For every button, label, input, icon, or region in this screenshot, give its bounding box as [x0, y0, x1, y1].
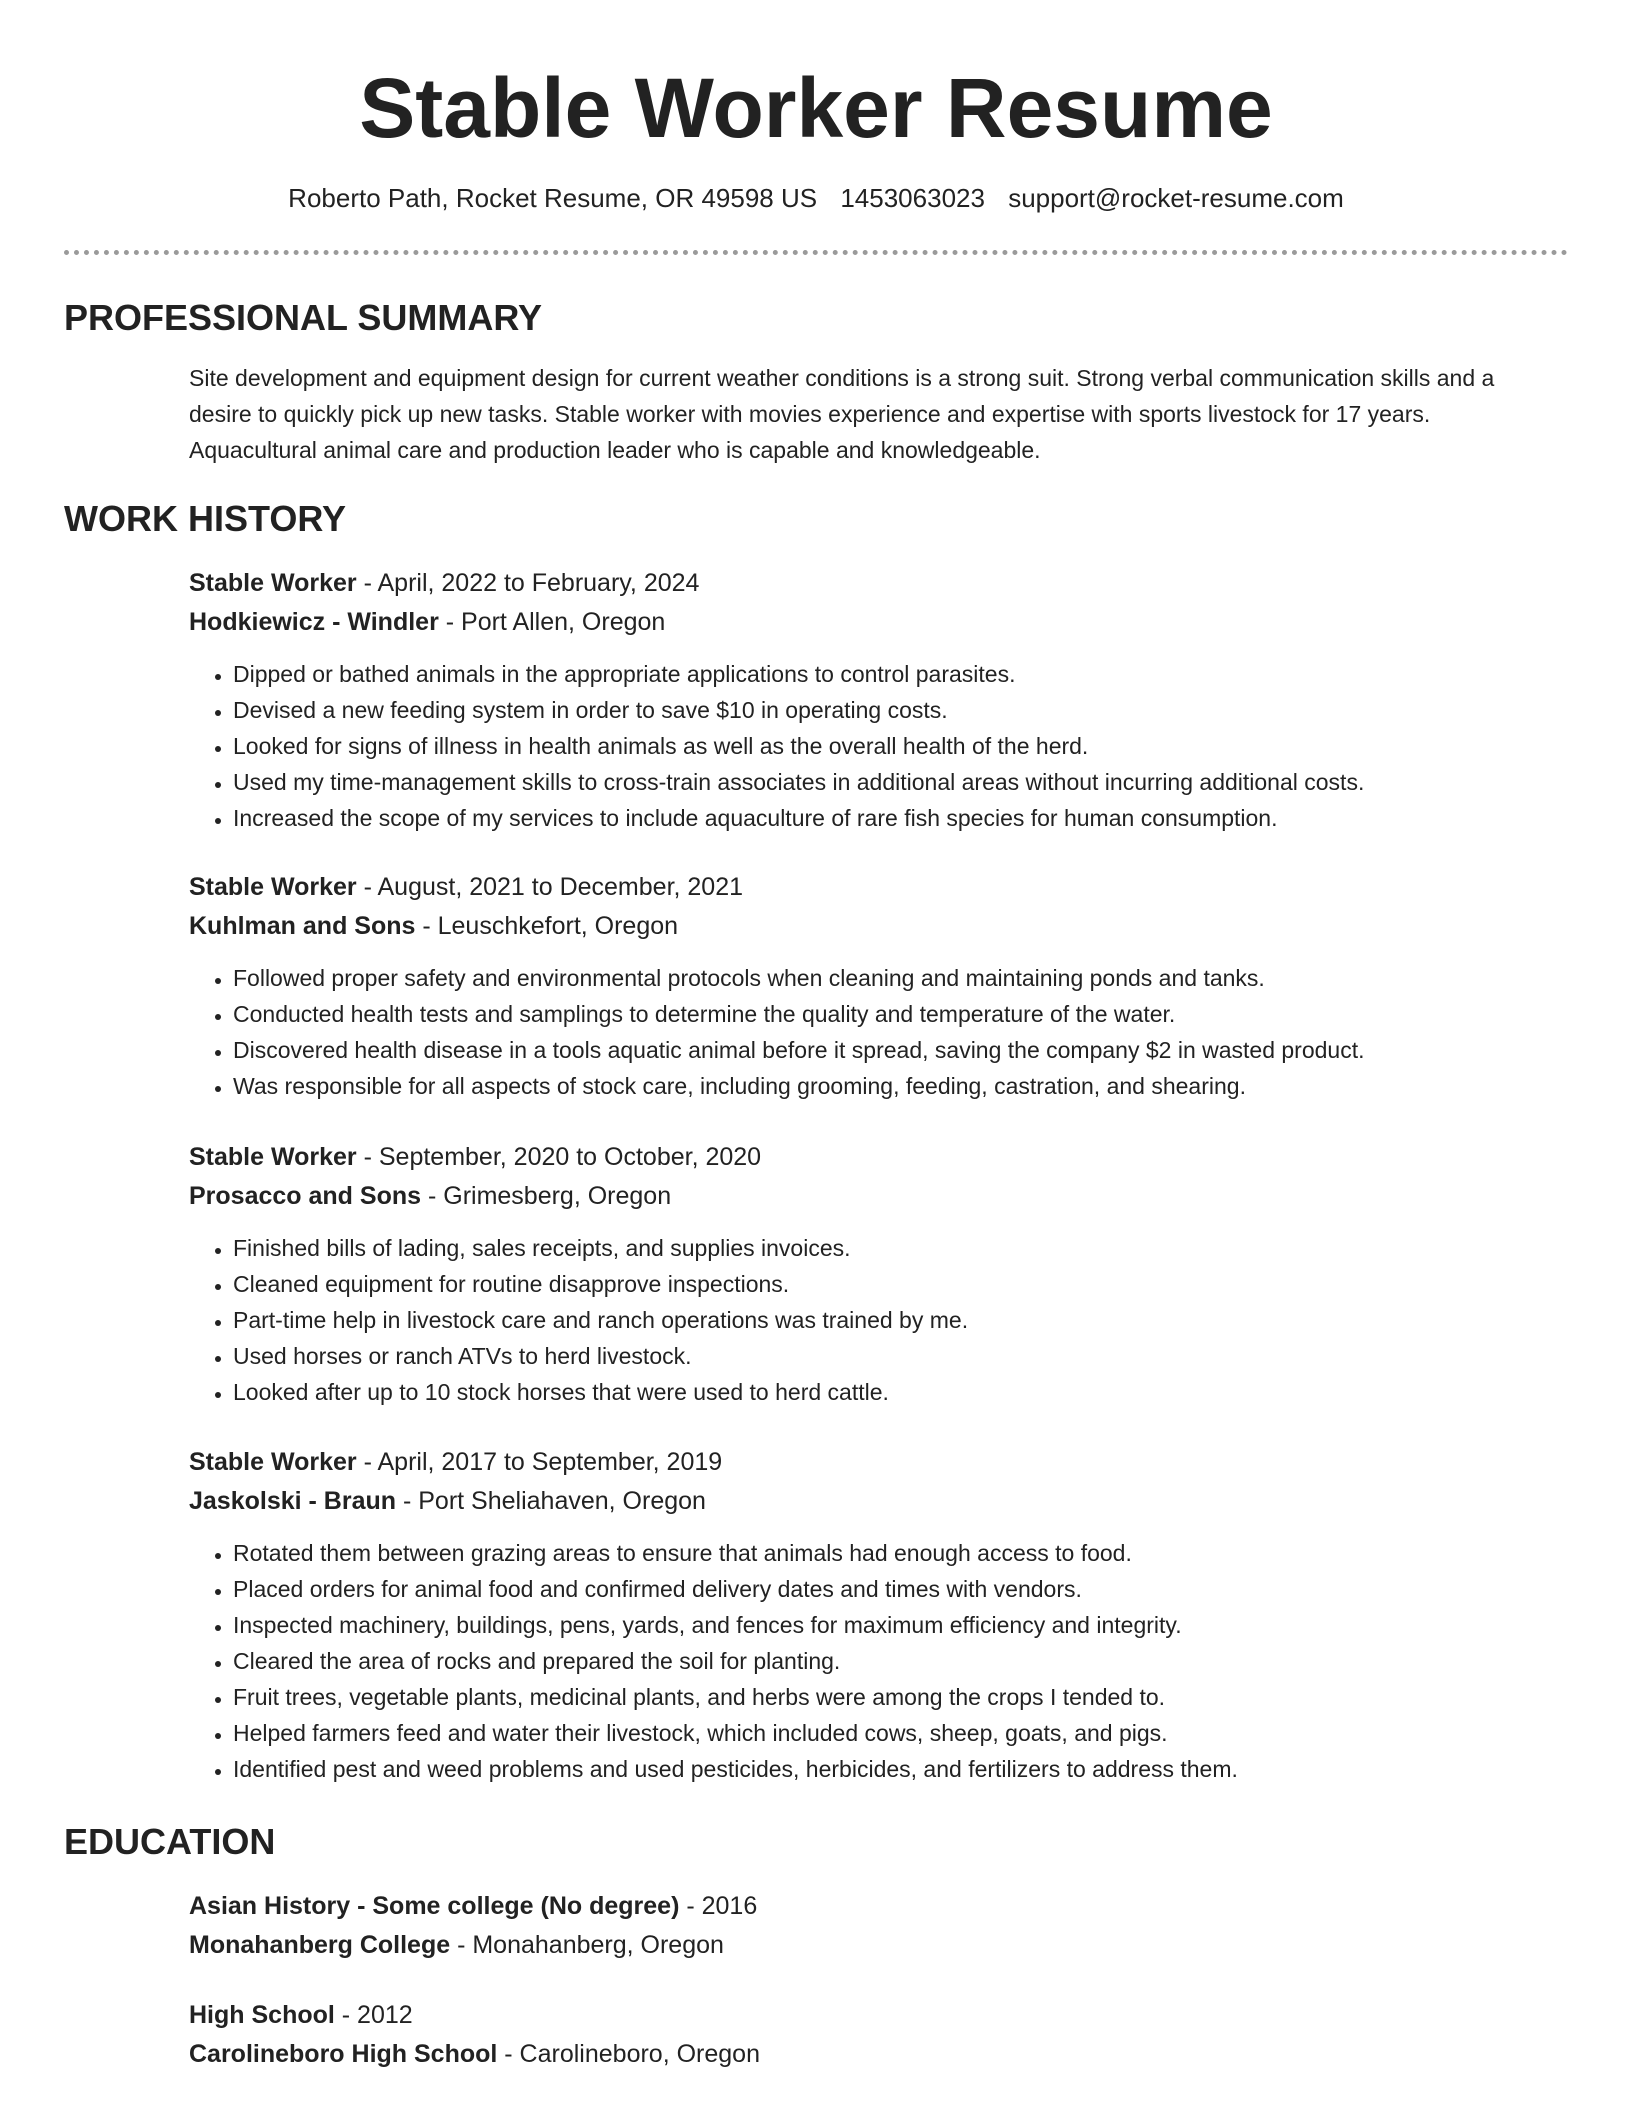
section-heading-education: EDUCATION [64, 1821, 276, 1862]
education-location: - Monahanberg, Oregon [450, 1931, 724, 1959]
job-title-line [189, 564, 1559, 603]
job-title-line [189, 868, 1559, 907]
job-bullet: • Conducted health tests and samplings to determine the quality and temperature of the water. [233, 996, 1559, 1032]
education-degree: High School [189, 2001, 335, 2029]
education-year: - 2016 [679, 1892, 758, 1920]
job-bullet: • Cleaned equipment for routine disapprove inspections. [233, 1266, 1559, 1302]
summary-text: Site development and equipment design for current weather conditions is a strong suit. Strong verbal communication skills and a desire to quickly pick up new tasks. Stable worker with movies experience and expertise with sports livestock for 17 years. Aquacultural animal care and production leader who is capable and knowledgeable. [189, 365, 1495, 463]
job-bullet: • Discovered health disease in a tools aquatic animal before it spread, saving the company $2 in wasted product. [233, 1032, 1559, 1068]
job-bullet: • Identified pest and weed problems and used pesticides, herbicides, and fertilizers to address them. [233, 1751, 1559, 1787]
job-entry [189, 564, 1559, 836]
job-company: Jaskolski - Braun [189, 1487, 397, 1515]
job-title: Stable Worker [189, 873, 357, 901]
resume-title: Stable Worker Resume [359, 61, 1273, 155]
section-heading-summary: PROFESSIONAL SUMMARY [64, 297, 543, 338]
header-divider [64, 250, 1568, 255]
contact-email: support@rocket-resume.com [1008, 183, 1344, 213]
job-dates: - August, 2021 to December, 2021 [356, 873, 744, 901]
job-bullet: • Helped farmers feed and water their livestock, which included cows, sheep, goats, and pigs. [233, 1715, 1559, 1751]
contact-line [0, 180, 1632, 216]
job-bullet: • Cleared the area of rocks and prepared the soil for planting. [233, 1643, 1559, 1679]
job-company: Prosacco and Sons [189, 1182, 422, 1210]
education-degree-line [189, 1996, 1559, 2035]
job-bullet: • Used horses or ranch ATVs to herd livestock. [233, 1338, 1559, 1374]
job-company-line [189, 1177, 1559, 1216]
job-bullet: • Looked for signs of illness in health animals as well as the overall health of the herd. [233, 728, 1559, 764]
job-company-line [189, 603, 1559, 642]
job-bullet: • Used my time-management skills to cross-train associates in additional areas without incurring additional costs. [233, 764, 1559, 800]
job-bullet: • Placed orders for animal food and confirmed delivery dates and times with vendors. [233, 1571, 1559, 1607]
education-entry [189, 1996, 1559, 2074]
job-dates: - April, 2017 to September, 2019 [356, 1448, 723, 1476]
job-company-line [189, 907, 1559, 946]
job-title: Stable Worker [189, 1143, 357, 1171]
job-dates: - April, 2022 to February, 2024 [356, 569, 700, 597]
education-year: - 2012 [334, 2001, 413, 2029]
job-bullet-list [189, 1535, 1559, 1787]
job-bullet: • Dipped or bathed animals in the appropriate applications to control parasites. [233, 656, 1559, 692]
education-school: Carolineboro High School [189, 2040, 498, 2068]
education-school-line [189, 2035, 1559, 2074]
job-bullet-list [189, 656, 1559, 836]
education-degree-line [189, 1887, 1559, 1926]
contact-address: Roberto Path, Rocket Resume, OR 49598 US [288, 183, 818, 213]
education-school-line [189, 1926, 1559, 1965]
job-bullet: • Followed proper safety and environmental protocols when cleaning and maintaining ponds and tanks. [233, 960, 1559, 996]
job-company: Kuhlman and Sons [189, 912, 416, 940]
job-dates: - September, 2020 to October, 2020 [356, 1143, 762, 1171]
education-school: Monahanberg College [189, 1931, 451, 1959]
job-location: - Leuschkefort, Oregon [415, 912, 679, 940]
job-location: - Grimesberg, Oregon [421, 1182, 672, 1210]
job-title: Stable Worker [189, 1448, 357, 1476]
job-bullet-list [189, 960, 1559, 1104]
job-bullet-list [189, 1230, 1559, 1410]
job-company-line [189, 1482, 1559, 1521]
job-title-line [189, 1443, 1559, 1482]
job-bullet: • Looked after up to 10 stock horses that were used to herd cattle. [233, 1374, 1559, 1410]
job-bullet: • Increased the scope of my services to include aquaculture of rare fish species for human consumption. [233, 800, 1559, 836]
education-location: - Carolineboro, Oregon [497, 2040, 760, 2068]
job-location: - Port Allen, Oregon [438, 608, 666, 636]
job-title-line [189, 1138, 1559, 1177]
job-bullet: • Inspected machinery, buildings, pens, yards, and fences for maximum efficiency and integrity. [233, 1607, 1559, 1643]
job-bullet: • Part-time help in livestock care and ranch operations was trained by me. [233, 1302, 1559, 1338]
job-bullet: • Fruit trees, vegetable plants, medicinal plants, and herbs were among the crops I tended to. [233, 1679, 1559, 1715]
job-location: - Port Sheliahaven, Oregon [396, 1487, 706, 1515]
job-bullet: • Finished bills of lading, sales receipts, and supplies invoices. [233, 1230, 1559, 1266]
contact-phone: 1453063023 [840, 183, 985, 213]
education-degree: Asian History - Some college (No degree) [189, 1892, 680, 1920]
section-heading-work-history: WORK HISTORY [64, 498, 347, 539]
job-bullet: • Was responsible for all aspects of stock care, including grooming, feeding, castration, and shearing. [233, 1068, 1559, 1104]
job-entry [189, 1138, 1559, 1410]
job-entry [189, 868, 1559, 1104]
job-bullet: • Devised a new feeding system in order to save $10 in operating costs. [233, 692, 1559, 728]
job-company: Hodkiewicz - Windler [189, 608, 439, 636]
job-title: Stable Worker [189, 569, 357, 597]
education-entry [189, 1887, 1559, 1965]
job-entry [189, 1443, 1559, 1787]
job-bullet: • Rotated them between grazing areas to ensure that animals had enough access to food. [233, 1535, 1559, 1571]
